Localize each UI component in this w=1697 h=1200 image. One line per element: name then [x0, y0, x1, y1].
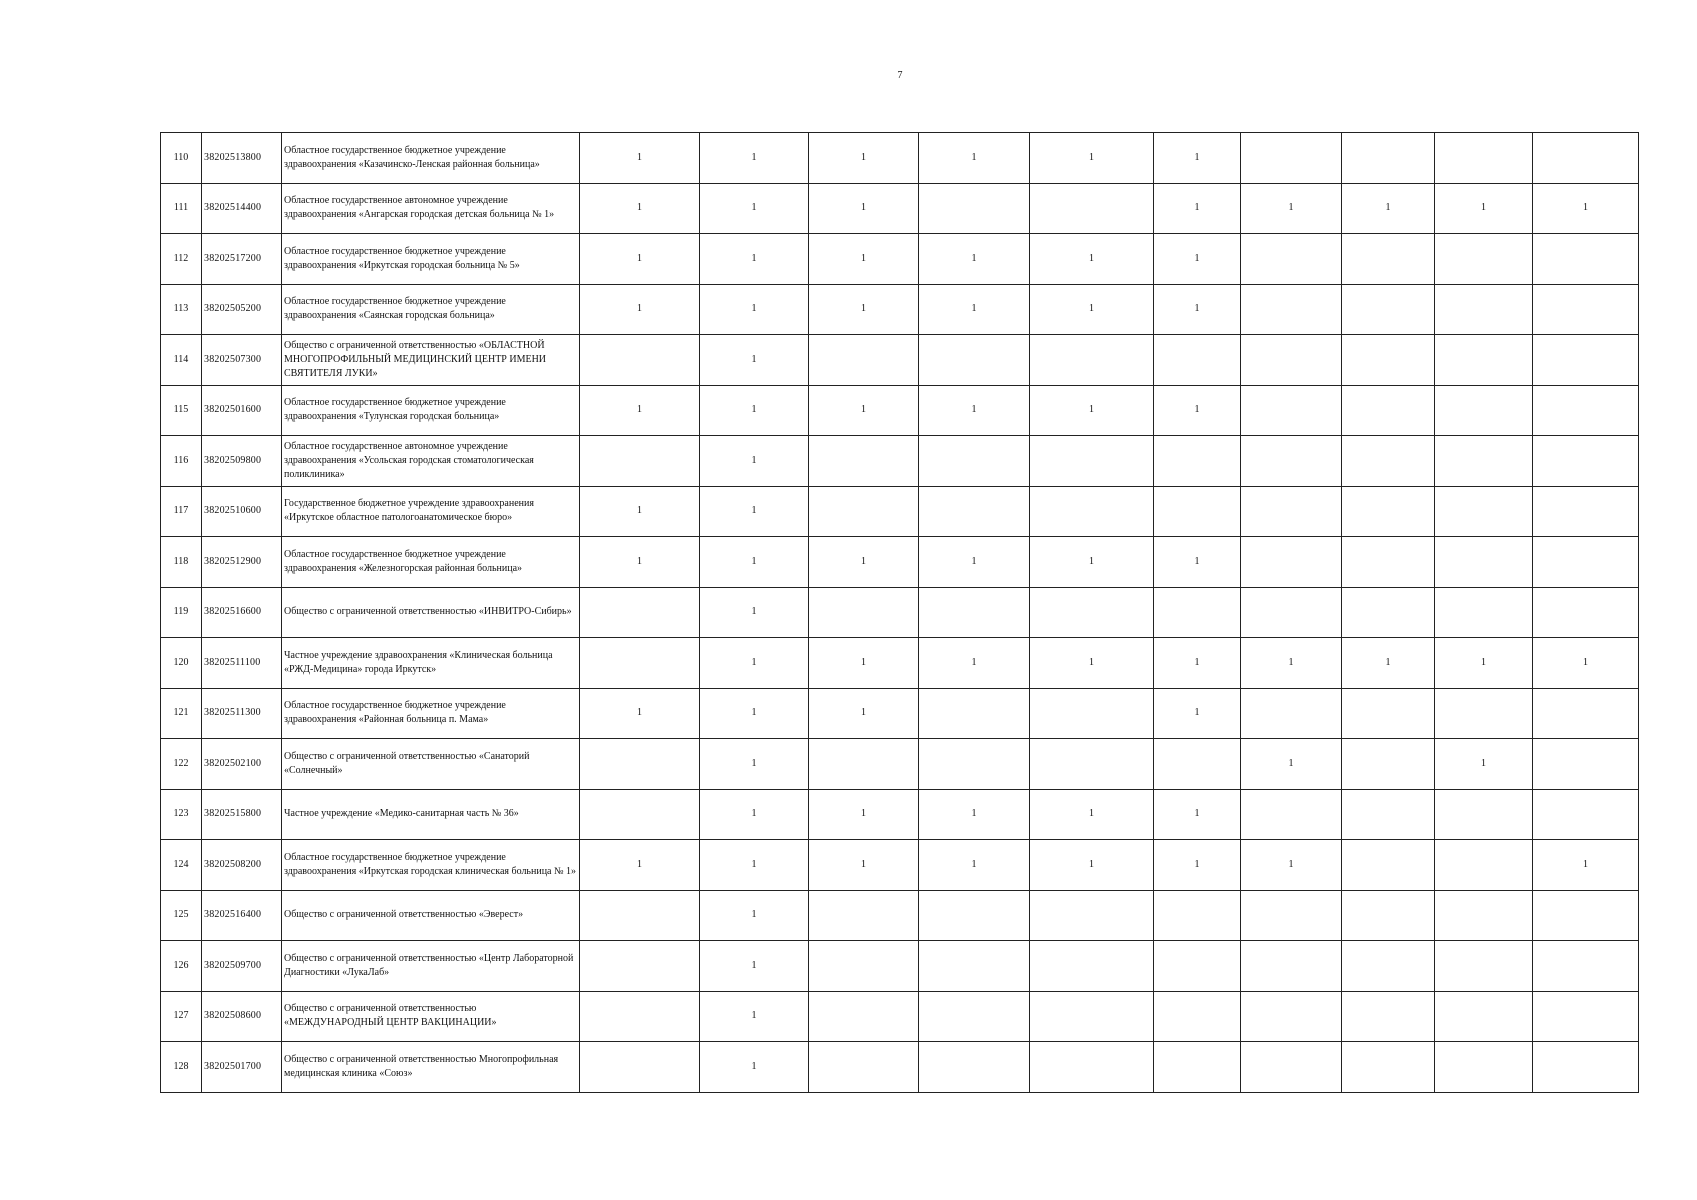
mark-cell: 1 [700, 587, 809, 638]
mark-cell: 1 [1030, 284, 1154, 335]
mark-cell [1342, 486, 1435, 537]
table-row [161, 1042, 1639, 1093]
mark-cell [1030, 335, 1154, 386]
mark-cell [1241, 133, 1342, 184]
mark-cell: 1 [1154, 385, 1241, 436]
mark-cell: 1 [809, 385, 919, 436]
mark-cell [809, 1042, 919, 1093]
mark-cell [580, 436, 700, 487]
mark-cell [1241, 991, 1342, 1042]
mark-cell: 1 [809, 183, 919, 234]
mark-cell [1342, 385, 1435, 436]
mark-cell: 1 [700, 335, 809, 386]
registry-code-cell: 38202509800 [202, 436, 282, 487]
mark-cell: 1 [580, 133, 700, 184]
mark-cell [1342, 890, 1435, 941]
page-number: 7 [897, 70, 903, 81]
row-number-cell: 122 [161, 739, 202, 790]
mark-cell [1241, 284, 1342, 335]
mark-cell [1435, 234, 1533, 285]
mark-cell [1241, 436, 1342, 487]
mark-cell: 1 [580, 183, 700, 234]
mark-cell: 1 [1030, 385, 1154, 436]
registry-code-cell: 38202505200 [202, 284, 282, 335]
mark-cell: 1 [580, 284, 700, 335]
mark-cell [1533, 234, 1639, 285]
mark-cell [1030, 183, 1154, 234]
mark-cell [1241, 234, 1342, 285]
organization-name-cell: Общество с ограниченной ответственностью «ОБЛАСТНОЙ МНОГОПРОФИЛЬНЫЙ МЕДИЦИНСКИЙ ЦЕНТР ИМЕНИ СВЯТИТЕЛЯ ЛУКИ» [282, 335, 580, 386]
mark-cell [809, 486, 919, 537]
registry-code-cell: 38202508200 [202, 840, 282, 891]
mark-cell: 1 [1241, 638, 1342, 689]
organization-name-cell: Областное государственное автономное учреждение здравоохранения «Ангарская городская детская больница № 1» [282, 183, 580, 234]
mark-cell: 1 [1241, 840, 1342, 891]
mark-cell: 1 [580, 234, 700, 285]
mark-cell [1241, 385, 1342, 436]
organization-name-cell: Общество с ограниченной ответственностью Многопрофильная медицинская клиника «Союз» [282, 1042, 580, 1093]
mark-cell: 1 [700, 688, 809, 739]
mark-cell: 1 [809, 840, 919, 891]
mark-cell [1030, 1042, 1154, 1093]
mark-cell: 1 [809, 789, 919, 840]
mark-cell [1342, 133, 1435, 184]
mark-cell: 1 [1533, 183, 1639, 234]
organization-name-cell: Общество с ограниченной ответственностью «МЕЖДУНАРОДНЫЙ ЦЕНТР ВАКЦИНАЦИИ» [282, 991, 580, 1042]
organization-name-cell: Государственное бюджетное учреждение здравоохранения «Иркутское областное патологоанатомическое бюро» [282, 486, 580, 537]
mark-cell: 1 [700, 284, 809, 335]
mark-cell: 1 [1241, 183, 1342, 234]
organization-name-cell: Общество с ограниченной ответственностью «ИНВИТРО-Сибирь» [282, 587, 580, 638]
row-number-cell: 118 [161, 537, 202, 588]
mark-cell: 1 [580, 486, 700, 537]
mark-cell [1435, 385, 1533, 436]
mark-cell: 1 [580, 537, 700, 588]
mark-cell [1435, 789, 1533, 840]
mark-cell [1435, 890, 1533, 941]
mark-cell [1342, 688, 1435, 739]
registry-table [160, 132, 1639, 1093]
row-number-cell: 125 [161, 890, 202, 941]
mark-cell: 1 [1154, 638, 1241, 689]
table-row [161, 436, 1639, 487]
mark-cell [1435, 941, 1533, 992]
organization-name-cell: Областное государственное бюджетное учреждение здравоохранения «Саянская городская больница» [282, 284, 580, 335]
mark-cell [1241, 335, 1342, 386]
mark-cell: 1 [809, 537, 919, 588]
registry-code-cell: 38202501700 [202, 1042, 282, 1093]
table-row [161, 537, 1639, 588]
mark-cell [1435, 486, 1533, 537]
row-number-cell: 113 [161, 284, 202, 335]
organization-name-cell: Областное государственное автономное учреждение здравоохранения «Усольская городская стоматологическая поликлиника» [282, 436, 580, 487]
registry-code-cell: 38202516400 [202, 890, 282, 941]
mark-cell [919, 991, 1030, 1042]
table-row [161, 587, 1639, 638]
row-number-cell: 120 [161, 638, 202, 689]
mark-cell [919, 486, 1030, 537]
mark-cell: 1 [1241, 739, 1342, 790]
mark-cell [1533, 436, 1639, 487]
mark-cell [1435, 537, 1533, 588]
mark-cell [809, 890, 919, 941]
mark-cell [1342, 789, 1435, 840]
mark-cell [1435, 335, 1533, 386]
mark-cell: 1 [700, 739, 809, 790]
mark-cell [919, 739, 1030, 790]
mark-cell [919, 587, 1030, 638]
mark-cell [1435, 133, 1533, 184]
mark-cell [1342, 991, 1435, 1042]
mark-cell: 1 [919, 385, 1030, 436]
mark-cell: 1 [1030, 537, 1154, 588]
registry-code-cell: 38202513800 [202, 133, 282, 184]
mark-cell [580, 638, 700, 689]
mark-cell [1435, 688, 1533, 739]
mark-cell [1533, 789, 1639, 840]
mark-cell [1154, 486, 1241, 537]
mark-cell: 1 [1030, 133, 1154, 184]
mark-cell: 1 [700, 941, 809, 992]
mark-cell [1533, 486, 1639, 537]
mark-cell [1342, 335, 1435, 386]
registry-code-cell: 38202515800 [202, 789, 282, 840]
mark-cell [919, 1042, 1030, 1093]
mark-cell [1241, 941, 1342, 992]
mark-cell [809, 587, 919, 638]
mark-cell [1154, 941, 1241, 992]
mark-cell: 1 [700, 991, 809, 1042]
mark-cell: 1 [700, 638, 809, 689]
mark-cell [919, 688, 1030, 739]
registry-code-cell: 38202509700 [202, 941, 282, 992]
mark-cell [1342, 739, 1435, 790]
mark-cell [1435, 991, 1533, 1042]
mark-cell [1533, 133, 1639, 184]
mark-cell: 1 [809, 284, 919, 335]
table-row [161, 991, 1639, 1042]
mark-cell [919, 941, 1030, 992]
mark-cell: 1 [700, 234, 809, 285]
table-row [161, 739, 1639, 790]
row-number-cell: 110 [161, 133, 202, 184]
organization-name-cell: Общество с ограниченной ответственностью «Санаторий «Солнечный» [282, 739, 580, 790]
mark-cell [1435, 840, 1533, 891]
mark-cell: 1 [700, 789, 809, 840]
table-row [161, 941, 1639, 992]
mark-cell [809, 941, 919, 992]
table-row [161, 688, 1639, 739]
organization-name-cell: Областное государственное бюджетное учреждение здравоохранения «Иркутская городская больница № 5» [282, 234, 580, 285]
mark-cell [1030, 486, 1154, 537]
mark-cell: 1 [1154, 133, 1241, 184]
mark-cell [1533, 385, 1639, 436]
table-row [161, 789, 1639, 840]
organization-name-cell: Областное государственное бюджетное учреждение здравоохранения «Казачинско-Ленская районная больница» [282, 133, 580, 184]
mark-cell: 1 [580, 840, 700, 891]
table-row [161, 890, 1639, 941]
mark-cell [1533, 1042, 1639, 1093]
mark-cell: 1 [1154, 840, 1241, 891]
mark-cell: 1 [809, 688, 919, 739]
mark-cell: 1 [1154, 789, 1241, 840]
mark-cell: 1 [1154, 688, 1241, 739]
table-row [161, 840, 1639, 891]
mark-cell [1533, 890, 1639, 941]
table-row [161, 335, 1639, 386]
organization-name-cell: Частное учреждение здравоохранения «Клиническая больница «РЖД-Медицина» города Иркутск» [282, 638, 580, 689]
registry-code-cell: 38202501600 [202, 385, 282, 436]
mark-cell [809, 436, 919, 487]
mark-cell: 1 [809, 638, 919, 689]
mark-cell: 1 [700, 133, 809, 184]
organization-name-cell: Областное государственное бюджетное учреждение здравоохранения «Тулунская городская больница» [282, 385, 580, 436]
mark-cell [1435, 1042, 1533, 1093]
mark-cell [1154, 739, 1241, 790]
mark-cell [1241, 688, 1342, 739]
mark-cell: 1 [809, 234, 919, 285]
mark-cell [580, 789, 700, 840]
mark-cell [1533, 739, 1639, 790]
row-number-cell: 126 [161, 941, 202, 992]
registry-code-cell: 38202511100 [202, 638, 282, 689]
row-number-cell: 115 [161, 385, 202, 436]
mark-cell [580, 941, 700, 992]
row-number-cell: 127 [161, 991, 202, 1042]
registry-code-cell: 38202514400 [202, 183, 282, 234]
mark-cell: 1 [1435, 638, 1533, 689]
mark-cell [1154, 335, 1241, 386]
mark-cell: 1 [1342, 183, 1435, 234]
table-row [161, 133, 1639, 184]
organization-name-cell: Частное учреждение «Медико-санитарная часть № 36» [282, 789, 580, 840]
mark-cell [1342, 436, 1435, 487]
mark-cell [1533, 335, 1639, 386]
row-number-cell: 119 [161, 587, 202, 638]
row-number-cell: 121 [161, 688, 202, 739]
mark-cell [1435, 284, 1533, 335]
mark-cell [1030, 991, 1154, 1042]
mark-cell: 1 [919, 133, 1030, 184]
mark-cell: 1 [1154, 284, 1241, 335]
mark-cell: 1 [1342, 638, 1435, 689]
mark-cell [919, 335, 1030, 386]
registry-code-cell: 38202511300 [202, 688, 282, 739]
mark-cell: 1 [700, 890, 809, 941]
table-body [161, 133, 1639, 1093]
mark-cell [1435, 587, 1533, 638]
mark-cell: 1 [1154, 234, 1241, 285]
mark-cell: 1 [700, 486, 809, 537]
organization-name-cell: Областное государственное бюджетное учреждение здравоохранения «Иркутская городская клиническая больница № 1» [282, 840, 580, 891]
mark-cell [580, 1042, 700, 1093]
mark-cell [1342, 587, 1435, 638]
mark-cell [1241, 890, 1342, 941]
table-row [161, 385, 1639, 436]
mark-cell [1241, 486, 1342, 537]
mark-cell [1533, 941, 1639, 992]
mark-cell [919, 890, 1030, 941]
mark-cell: 1 [1533, 638, 1639, 689]
mark-cell [919, 436, 1030, 487]
row-number-cell: 117 [161, 486, 202, 537]
table-row [161, 234, 1639, 285]
mark-cell [1342, 284, 1435, 335]
mark-cell: 1 [809, 133, 919, 184]
mark-cell [580, 991, 700, 1042]
mark-cell [1241, 789, 1342, 840]
mark-cell: 1 [1435, 739, 1533, 790]
mark-cell [1342, 941, 1435, 992]
mark-cell: 1 [580, 688, 700, 739]
mark-cell [1154, 991, 1241, 1042]
mark-cell [1030, 436, 1154, 487]
mark-cell: 1 [919, 638, 1030, 689]
mark-cell [580, 739, 700, 790]
mark-cell: 1 [919, 234, 1030, 285]
mark-cell [1533, 991, 1639, 1042]
mark-cell [1030, 941, 1154, 992]
mark-cell: 1 [580, 385, 700, 436]
organization-name-cell: Общество с ограниченной ответственностью «Эверест» [282, 890, 580, 941]
mark-cell [1154, 436, 1241, 487]
mark-cell [1342, 840, 1435, 891]
mark-cell [1533, 284, 1639, 335]
mark-cell: 1 [919, 284, 1030, 335]
mark-cell [1342, 537, 1435, 588]
registry-code-cell: 38202502100 [202, 739, 282, 790]
mark-cell: 1 [1030, 789, 1154, 840]
mark-cell [809, 739, 919, 790]
mark-cell [1030, 688, 1154, 739]
mark-cell: 1 [1030, 638, 1154, 689]
mark-cell [1241, 537, 1342, 588]
mark-cell: 1 [1030, 840, 1154, 891]
table-row [161, 284, 1639, 335]
mark-cell: 1 [700, 537, 809, 588]
mark-cell [1241, 1042, 1342, 1093]
mark-cell [1154, 587, 1241, 638]
mark-cell [1154, 890, 1241, 941]
mark-cell [809, 335, 919, 386]
mark-cell [1342, 234, 1435, 285]
row-number-cell: 111 [161, 183, 202, 234]
table-row [161, 638, 1639, 689]
mark-cell [919, 183, 1030, 234]
mark-cell [1030, 587, 1154, 638]
mark-cell [1030, 739, 1154, 790]
mark-cell [580, 587, 700, 638]
mark-cell: 1 [1030, 234, 1154, 285]
table-row [161, 486, 1639, 537]
mark-cell: 1 [919, 789, 1030, 840]
mark-cell [1154, 1042, 1241, 1093]
registry-code-cell: 38202510600 [202, 486, 282, 537]
mark-cell [1533, 537, 1639, 588]
mark-cell: 1 [700, 183, 809, 234]
row-number-cell: 123 [161, 789, 202, 840]
registry-code-cell: 38202512900 [202, 537, 282, 588]
mark-cell: 1 [700, 840, 809, 891]
row-number-cell: 128 [161, 1042, 202, 1093]
row-number-cell: 114 [161, 335, 202, 386]
mark-cell: 1 [1435, 183, 1533, 234]
organization-name-cell: Областное государственное бюджетное учреждение здравоохранения «Железногорская районная больница» [282, 537, 580, 588]
row-number-cell: 124 [161, 840, 202, 891]
mark-cell [580, 890, 700, 941]
row-number-cell: 116 [161, 436, 202, 487]
mark-cell: 1 [919, 840, 1030, 891]
mark-cell [1241, 587, 1342, 638]
mark-cell: 1 [700, 385, 809, 436]
mark-cell: 1 [919, 537, 1030, 588]
mark-cell: 1 [700, 1042, 809, 1093]
mark-cell [1533, 587, 1639, 638]
registry-code-cell: 38202507300 [202, 335, 282, 386]
mark-cell: 1 [1154, 537, 1241, 588]
mark-cell [1435, 436, 1533, 487]
mark-cell: 1 [1533, 840, 1639, 891]
mark-cell [1533, 688, 1639, 739]
mark-cell: 1 [1154, 183, 1241, 234]
mark-cell [580, 335, 700, 386]
organization-name-cell: Областное государственное бюджетное учреждение здравоохранения «Районная больница п. Мама» [282, 688, 580, 739]
row-number-cell: 112 [161, 234, 202, 285]
mark-cell: 1 [700, 436, 809, 487]
mark-cell [809, 991, 919, 1042]
registry-code-cell: 38202517200 [202, 234, 282, 285]
mark-cell [1030, 890, 1154, 941]
organization-name-cell: Общество с ограниченной ответственностью «Центр Лабораторной Диагностики «ЛукаЛаб» [282, 941, 580, 992]
mark-cell [1342, 1042, 1435, 1093]
registry-code-cell: 38202508600 [202, 991, 282, 1042]
table-row [161, 183, 1639, 234]
registry-code-cell: 38202516600 [202, 587, 282, 638]
